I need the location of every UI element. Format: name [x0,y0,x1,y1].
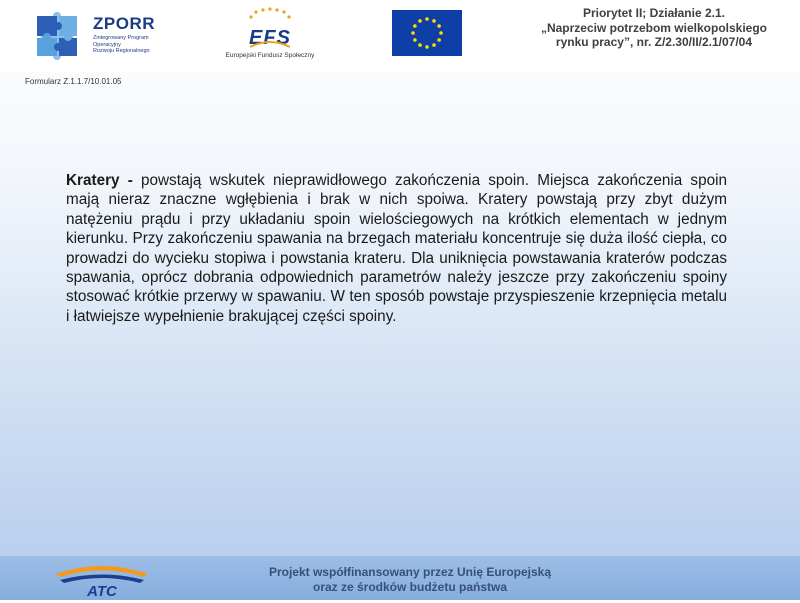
puzzle-icon [33,12,83,62]
efs-logo [222,6,318,64]
atc-logo [52,560,152,598]
term-separator: - [119,172,141,189]
priority-line: Priorytet II; Działanie 2.1. [582,6,725,20]
zporr-subtitle-line: Operacyjny [93,41,121,48]
eu-flag-icon [392,10,462,56]
efs-emblem-icon [222,6,318,50]
cofunding-note [245,565,575,594]
eu-flag [392,10,462,56]
header-bar [0,0,800,72]
priority-info [541,6,767,50]
form-identifier: Formularz Z.1.1.7/10.01.05 [25,77,122,86]
body-paragraph [66,171,727,326]
footer-bar [0,556,800,600]
atc-emblem-icon [52,560,152,598]
term-label: Kratery [66,172,120,189]
zporr-title: ZPORR [93,14,155,33]
zporr-subtitle-line: Rozwoju Regionalnego [93,48,150,54]
zporr-subtitle-line: Zintegrowany Program [93,35,149,41]
cofunding-line: oraz ze środków budżetu państwa [312,579,508,594]
atc-letters: ATC [87,583,117,598]
body-text: powstają wskutek nieprawidłowego zakończenia spoin. Miejsca zakończenia spoin mają nieraz znaczne wgłębienia i brak w nich spoiwa. Kratery powstają przy zbyt dużym natężeniu prądu i przy układaniu spoin wielościegowych na krótkich elementach w jednym kierunku. Przy zakończeniu spawania na brzegach materiału koncentruje się duża ilość ciepła, co prowadzi do wycieku stopiwa i powstania krateru. Dla uniknięcia powstawania kraterów podczas spawania, oprócz dobrania odpowiednich parametrów należy jeszcze przy zakończeniu spoiny stosować krótkie przerwy w spawaniu. W ten sposób powstaje przyspieszenie krzepnięcia metalu i łatwiejsze wypełnienie brakującej części spoiny. [66,172,727,325]
cofunding-line: Projekt współfinansowany przez Unię Europejską [268,565,552,579]
zporr-subtitle [93,35,153,55]
efs-caption: Europejski Fundusz Społeczny [225,52,315,59]
priority-line: rynku pracy”, nr. Z/2.30/II/2.1/07/04 [555,35,753,49]
zporr-logo [33,8,163,64]
efs-letters: EFS [249,27,291,49]
priority-line: „Naprzeciw potrzebom wielkopolskiego [540,20,767,35]
